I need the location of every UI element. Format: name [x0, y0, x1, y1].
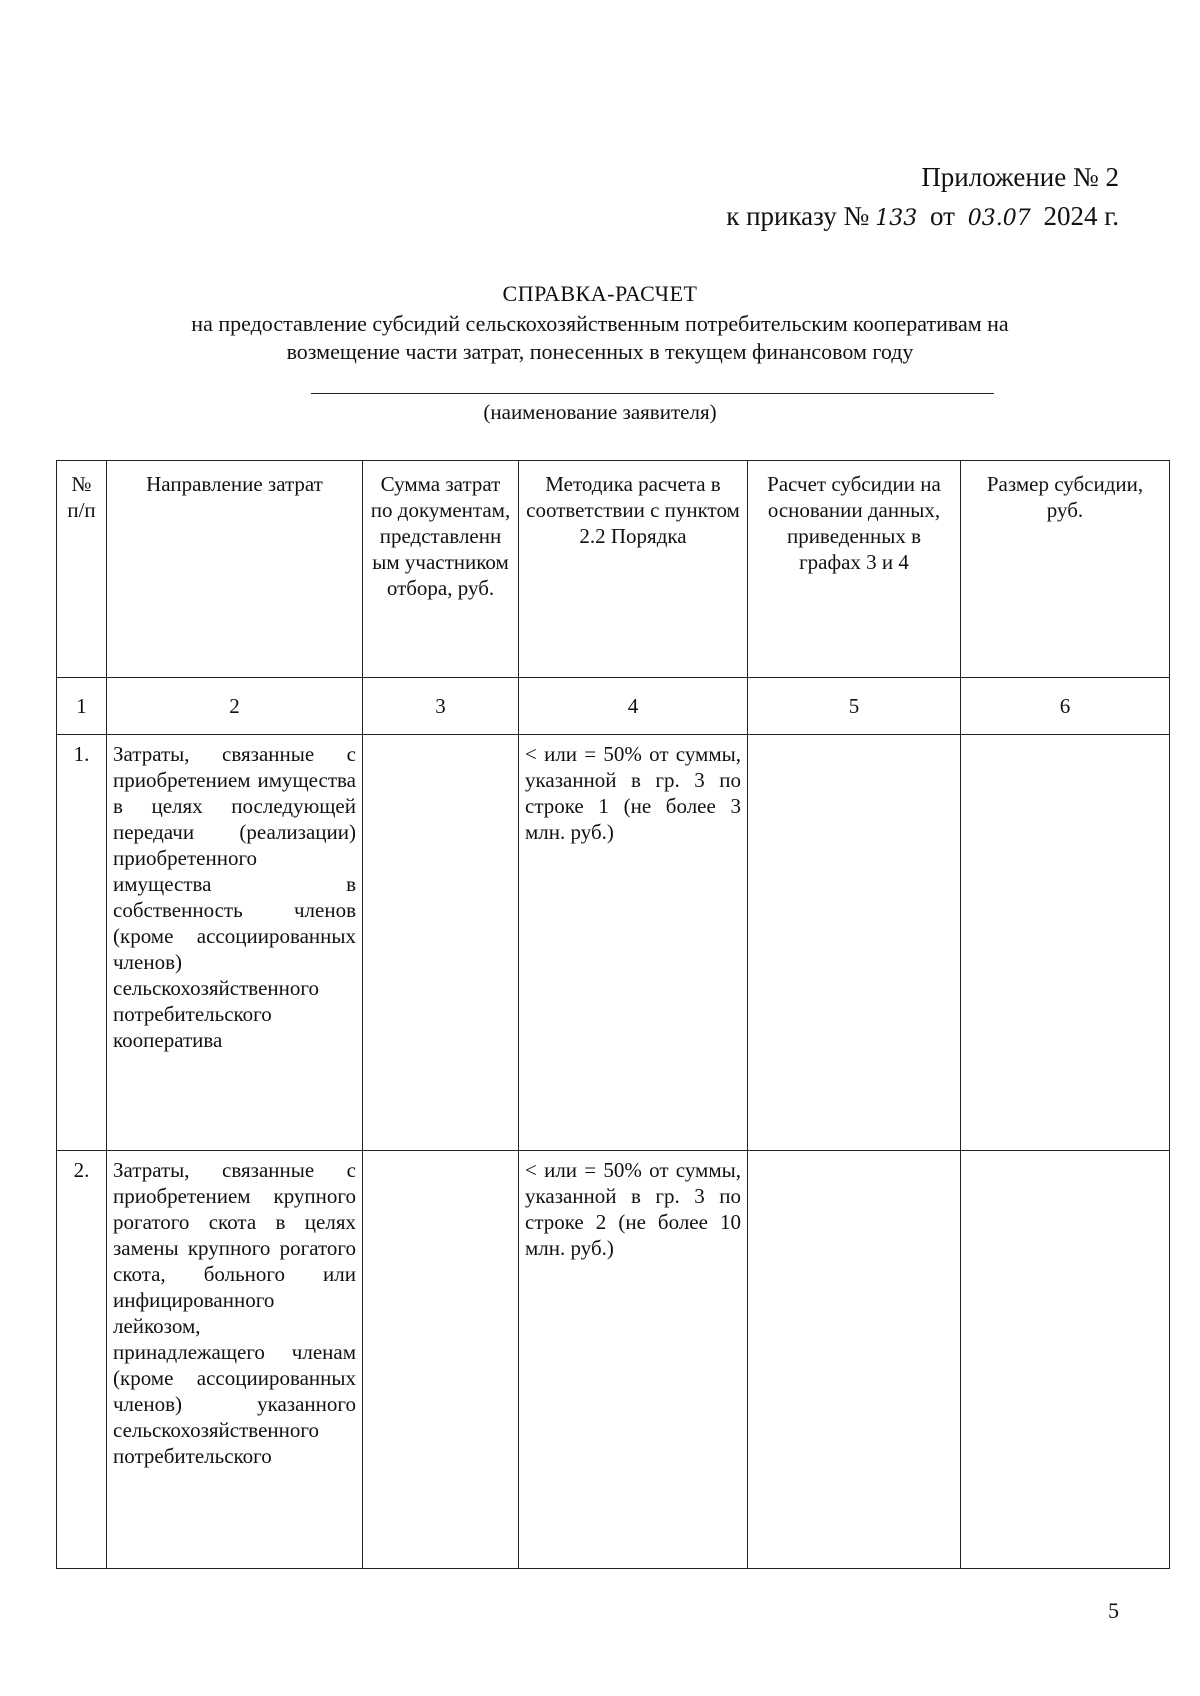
column-header: Направление затрат — [107, 461, 363, 678]
table-row — [57, 735, 1170, 1151]
order-number: 133 — [875, 206, 918, 231]
order-date: 03.07 — [967, 206, 1031, 231]
subsidy-calculation-cell — [748, 1151, 961, 1569]
title-line-1: на предоставление субсидий сельскохозяйственным потребительским кооперативам на — [191, 311, 1009, 336]
column-number: 2 — [107, 678, 363, 735]
order-year: 2024 г. — [1043, 201, 1119, 231]
row-number: 2. — [57, 1151, 107, 1569]
cost-direction: Затраты, связанные с приобретением имущества в целях последующей передачи (реализации) приобретенного имущества в собственность членов (кроме ассоциированных членов) сельскохозяйственного потребительского кооператива — [107, 735, 363, 1151]
calculation-method: < или = 50% от суммы, указанной в гр. 3 по строке 1 (не более 3 млн. руб.) — [519, 735, 748, 1151]
page-number: 5 — [1108, 1598, 1119, 1623]
column-header: Методика расчета в соответствии с пунктом 2.2 Порядка — [519, 461, 748, 678]
table-row — [57, 1151, 1170, 1569]
table-header-row — [57, 461, 1170, 678]
column-number-row — [57, 678, 1170, 735]
column-number: 3 — [363, 678, 519, 735]
column-header: Размер субсидии, руб. — [961, 461, 1170, 678]
column-number: 4 — [519, 678, 748, 735]
appendix-header — [726, 158, 1119, 238]
subsidy-calculation-cell — [748, 735, 961, 1151]
title-line-2: возмещение части затрат, понесенных в текущем финансовом году — [286, 339, 914, 364]
cost-direction: Затраты, связанные с приобретением крупного рогатого скота в целях замены крупного рогатого скота, больного или инфицированного лейкозом, принадлежащего членам (кроме ассоциированных членов) указанного сельскохозяйственного потребительского — [107, 1151, 363, 1569]
calculation-table — [56, 460, 1170, 1569]
column-number: 1 — [57, 678, 107, 735]
applicant-name-line — [311, 393, 994, 394]
subsidy-amount-cell — [961, 735, 1170, 1151]
order-from: от — [930, 201, 955, 231]
column-header: Расчет субсидии на основании данных, приведенных в графах 3 и 4 — [748, 461, 961, 678]
column-header: № п/п — [57, 461, 107, 678]
order-reference — [726, 197, 1119, 238]
row-number: 1. — [57, 735, 107, 1151]
order-prefix: к приказу № — [726, 201, 870, 231]
document-title — [150, 280, 1050, 366]
calculation-method: < или = 50% от суммы, указанной в гр. 3 по строке 2 (не более 10 млн. руб.) — [519, 1151, 748, 1569]
subsidy-amount-cell — [961, 1151, 1170, 1569]
applicant-caption: (наименование заявителя) — [483, 400, 717, 424]
cost-sum-cell — [363, 1151, 519, 1569]
column-number: 5 — [748, 678, 961, 735]
appendix-label: Приложение № 2 — [921, 162, 1119, 192]
column-header: Сумма затрат по документам, представленн ым участником отбора, руб. — [363, 461, 519, 678]
column-number: 6 — [961, 678, 1170, 735]
title-heading: СПРАВКА-РАСЧЕТ — [502, 281, 698, 306]
cost-sum-cell — [363, 735, 519, 1151]
